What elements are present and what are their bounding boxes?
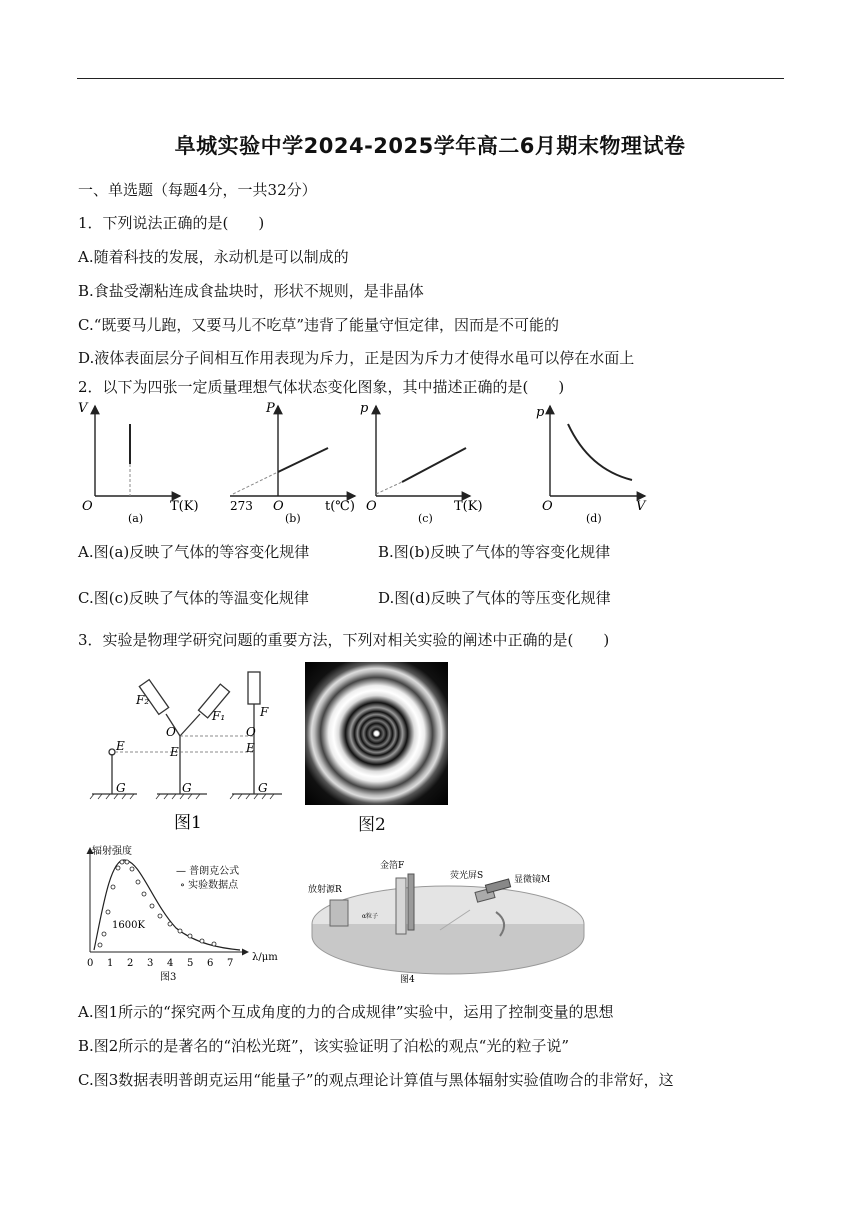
- fig1-o: O: [166, 725, 176, 739]
- q2-option-b: B.图(b)反映了气体的等容变化规律: [378, 543, 611, 561]
- q3-figure-3: [80, 842, 300, 982]
- q1-option-b: B.食盐受潮粘连成食盐块时，形状不规则，是非晶体: [78, 282, 424, 300]
- q2-graphs: [70, 398, 690, 526]
- graph-c: [360, 401, 483, 525]
- q3-figure-2: [305, 662, 448, 805]
- fig1-e-mid: E: [170, 745, 179, 759]
- fig3-tick-3: 3: [147, 958, 154, 969]
- fig1-f1: F₁: [212, 709, 226, 723]
- graph-a-origin: O: [82, 499, 93, 514]
- q3-figure-1: [82, 664, 292, 840]
- fig4-source-label: 放射源R: [308, 885, 342, 895]
- page-title: 阜城实验中学2024-2025学年高二6月期末物理试卷: [174, 134, 686, 158]
- fig3-tick-2: 2: [127, 958, 134, 969]
- graph-a: [78, 401, 199, 525]
- graph-d-xlabel: V: [636, 499, 646, 514]
- graph-b-xlabel: t(℃): [325, 499, 355, 514]
- fig2-caption: 图2: [358, 815, 386, 835]
- fig3-xlabel: λ/μm: [252, 952, 278, 963]
- fig4-screen-label: 荧光屏S: [450, 871, 484, 881]
- q2-option-a: A.图(a)反映了气体的等容变化规律: [78, 543, 310, 561]
- graph-b-ylabel: P: [266, 401, 275, 416]
- graph-d: [536, 405, 647, 525]
- q3-stem: 3．实验是物理学研究问题的重要方法，下列对相关实验的阐述中正确的是( ): [78, 631, 610, 649]
- q1-stem: 1．下列说法正确的是( ): [78, 214, 265, 232]
- q3-option-c: C.图3数据表明普朗克运用“能量子”的观点理论计算值与黑体辐射实验值吻合的非常好，这: [78, 1071, 674, 1089]
- graph-b-neg-tick: 273: [230, 499, 253, 513]
- fig1-e-right: E: [246, 741, 255, 755]
- fig4-microscope-label: 显微镜M: [514, 875, 551, 885]
- fig4-foil-label: 金箔F: [380, 861, 405, 871]
- graph-b-origin: O: [273, 499, 284, 514]
- fig4-particle-label: α粒子: [362, 913, 379, 920]
- q1-option-a: A.随着科技的发展，永动机是可以制成的: [78, 248, 349, 266]
- fig4-caption: 图4: [400, 975, 415, 985]
- section-heading: 一、单选题（每题4分，一共32分）: [78, 181, 317, 199]
- fig3-caption: 图3: [160, 972, 177, 982]
- graph-a-caption: (a): [128, 512, 144, 525]
- fig3-tick-4: 4: [167, 958, 174, 969]
- fig1-caption: 图1: [174, 813, 202, 833]
- fig3-tick-1: 1: [107, 958, 114, 969]
- fig3-legend-dots: ∘ 实验数据点: [180, 880, 239, 891]
- q3-option-b: B.图2所示的是著名的“泊松光斑”，该实验证明了泊松的观点“光的粒子说”: [78, 1037, 570, 1055]
- q3-figure-4: [300, 852, 600, 986]
- fig1-g-left: G: [116, 781, 126, 795]
- graph-c-caption: (c): [418, 512, 433, 525]
- graph-d-caption: (d): [586, 512, 602, 525]
- fig3-ylabel: 辐射强度: [92, 846, 132, 857]
- fig1-o-right: O: [246, 725, 256, 739]
- graph-d-origin: O: [542, 499, 553, 514]
- fig1-g-right: G: [258, 781, 268, 795]
- graph-a-xlabel: T(K): [170, 499, 199, 514]
- q2-option-d: D.图(d)反映了气体的等压变化规律: [378, 589, 611, 607]
- q1-option-d: D.液体表面层分子间相互作用表现为斥力，正是因为斥力才使得水黾可以停在水面上: [78, 349, 635, 367]
- header-rule: [77, 78, 784, 79]
- graph-b: [230, 401, 355, 525]
- q2-option-c: C.图(c)反映了气体的等温变化规律: [78, 589, 309, 607]
- q3-option-a: A.图1所示的“探究两个互成角度的力的合成规律”实验中，运用了控制变量的思想: [78, 1003, 614, 1021]
- q1-option-c: C.“既要马儿跑，又要马儿不吃草”违背了能量守恒定律，因而是不可能的: [78, 316, 560, 334]
- fig3-tick-7: 7: [227, 958, 234, 969]
- graph-a-ylabel: V: [78, 401, 88, 416]
- fig1-f: F: [260, 705, 269, 719]
- fig3-tick-6: 6: [207, 958, 214, 969]
- graph-c-ylabel: p: [360, 401, 369, 416]
- graph-c-origin: O: [366, 499, 377, 514]
- graph-b-caption: (b): [285, 512, 301, 525]
- fig3-tick-0: 0: [87, 958, 94, 969]
- fig1-g-mid: G: [182, 781, 192, 795]
- q2-stem: 2．以下为四张一定质量理想气体状态变化图象，其中描述正确的是( ): [78, 378, 565, 396]
- graph-d-ylabel: p: [536, 405, 545, 420]
- fig3-tick-5: 5: [187, 958, 194, 969]
- fig1-e-left: E: [116, 739, 125, 753]
- graph-c-xlabel: T(K): [454, 499, 483, 514]
- fig3-legend-line: — 普朗克公式: [176, 866, 240, 877]
- fig1-f2: F₂: [136, 693, 150, 707]
- fig3-curve-label: 1600K: [112, 920, 145, 931]
